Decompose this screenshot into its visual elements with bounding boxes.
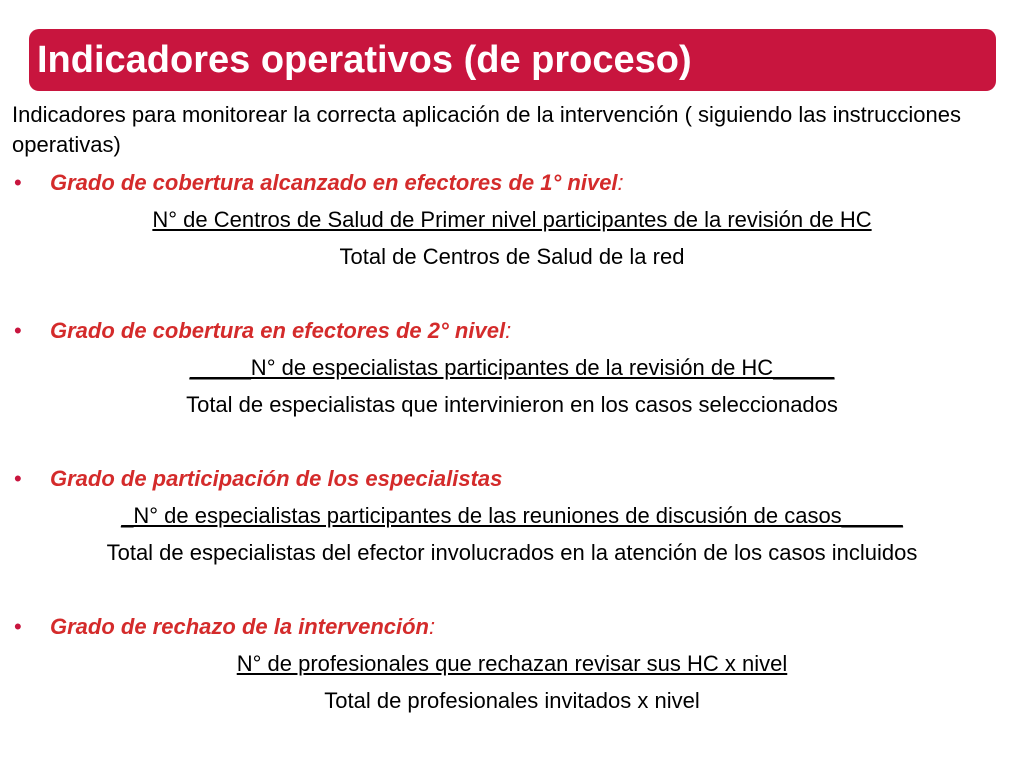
indicator-title: Grado de cobertura en efectores de 2° nivel	[50, 318, 506, 343]
intro-text: Indicadores para monitorear la correcta aplicación de la intervención ( siguiendo las instrucciones operativas)	[12, 102, 961, 157]
indicator-denominator: Total de Centros de Salud de la red	[339, 244, 685, 269]
indicator-denominator: Total de profesionales invitados x nivel	[324, 688, 700, 713]
indicator-title: Grado de rechazo de la intervención	[50, 614, 429, 639]
bullet-icon: •	[14, 466, 22, 491]
indicator-numerator: _____N° de especialistas participantes de la revisión de HC_____	[189, 355, 835, 380]
bullet-icon: •	[14, 614, 22, 639]
indicator-suffix: :	[429, 614, 436, 639]
title-bar	[29, 29, 996, 91]
indicator-suffix: :	[505, 318, 512, 343]
bullet-icon: •	[14, 318, 22, 343]
indicator-title: Grado de cobertura alcanzado en efectores de 1° nivel	[50, 170, 618, 195]
indicator-numerator: N° de Centros de Salud de Primer nivel participantes de la revisión de HC	[152, 207, 872, 232]
indicator-suffix: :	[617, 170, 624, 195]
indicator-numerator: N° de profesionales que rechazan revisar sus HC x nivel	[236, 651, 788, 676]
indicator-heading-coverage-level-2	[14, 316, 511, 346]
indicator-heading-specialist-participation	[14, 464, 502, 494]
page-title: Indicadores operativos (de proceso)	[37, 39, 692, 81]
indicator-denominator: Total de especialistas del efector involucrados en la atención de los casos incluidos	[106, 540, 918, 565]
indicator-numerator: _N° de especialistas participantes de las reuniones de discusión de casos_____	[121, 503, 903, 528]
indicator-heading-rejection	[14, 612, 435, 642]
indicator-denominator: Total de especialistas que intervinieron en los casos seleccionados	[186, 392, 838, 417]
indicator-title: Grado de participación de los especialistas	[50, 466, 503, 491]
indicator-heading-coverage-level-1	[14, 168, 624, 198]
bullet-icon: •	[14, 170, 22, 195]
